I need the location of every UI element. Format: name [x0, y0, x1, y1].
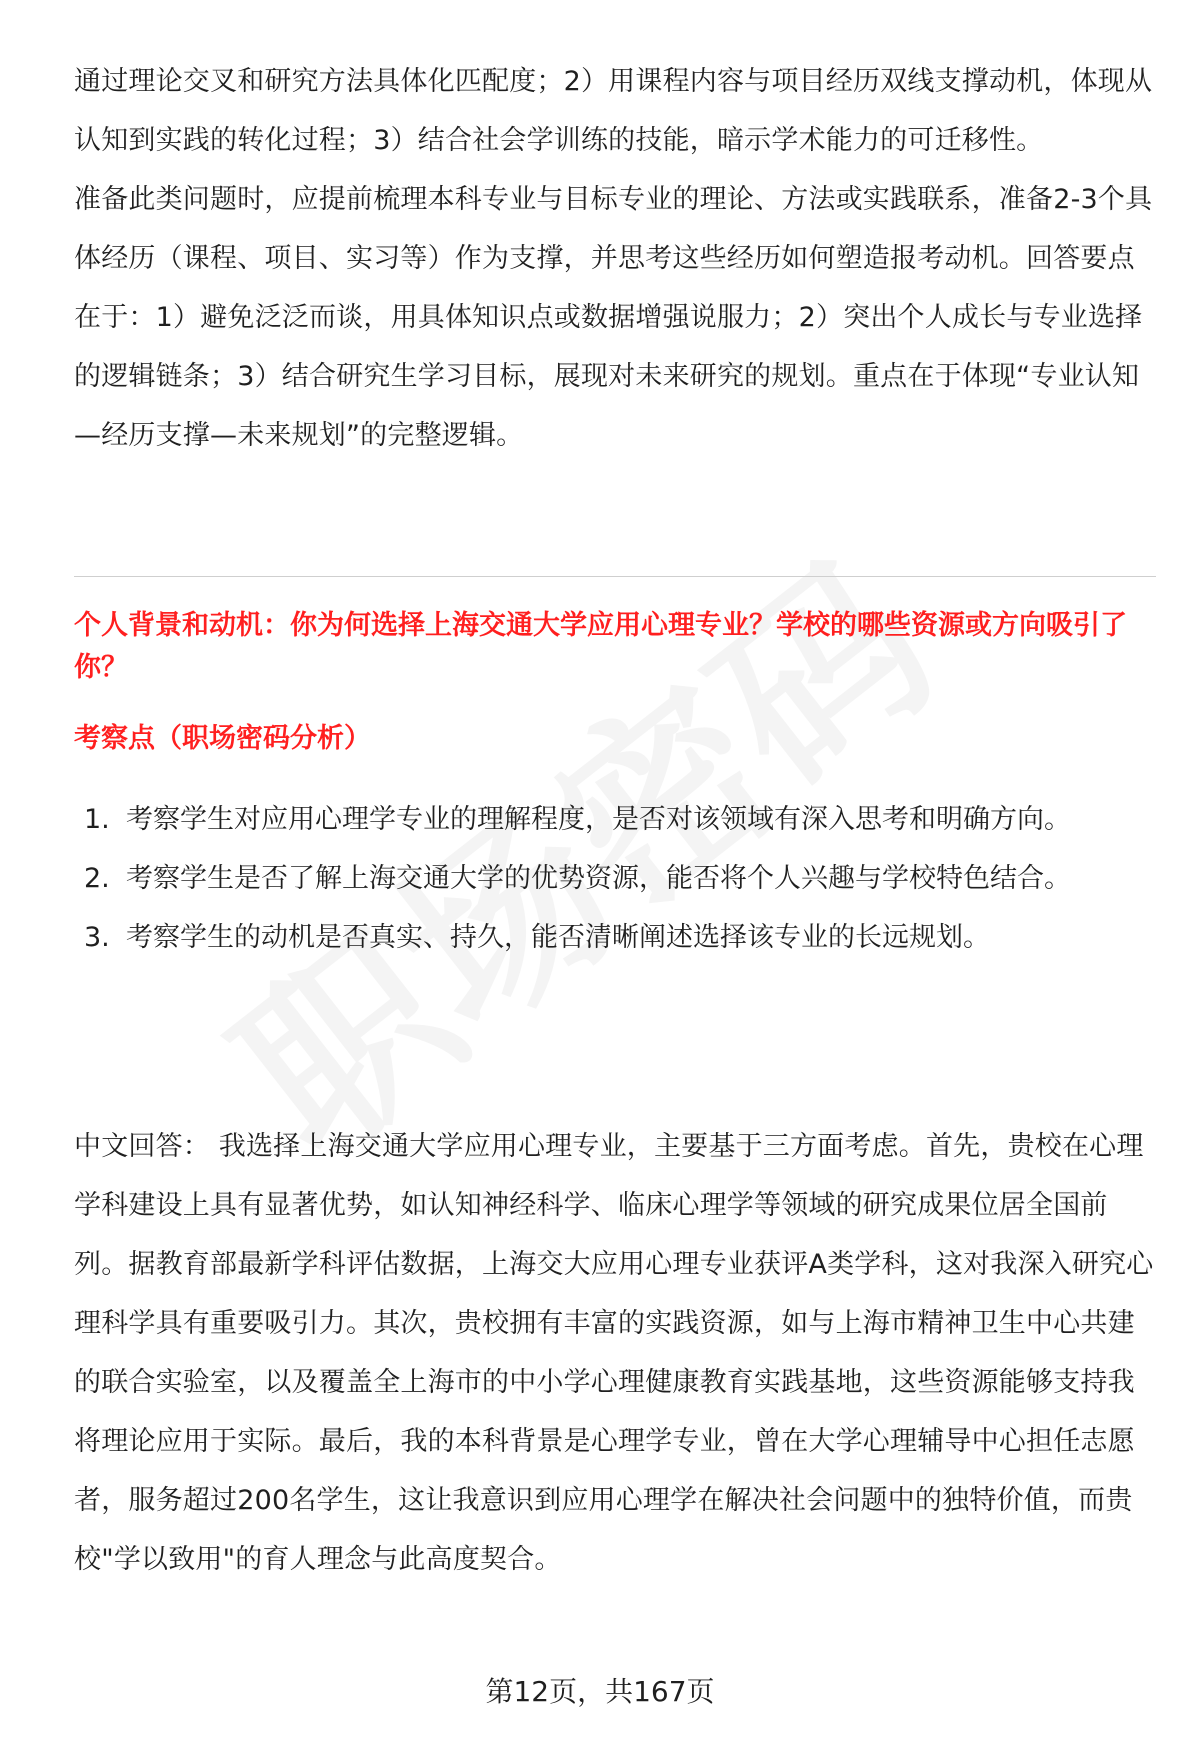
intro-paragraph-2: 准备此类问题时，应提前梳理本科专业与目标专业的理论、方法或实践联系，准备2-3个具体经历（课程、项目、实习等）作为支撑，并思考这些经历如何塑造报考动机。回答要点在于：1）避免泛泛而谈，用具体知识点或数据增强说服力；2）突出个人成长与专业选择的逻辑链条；3）结合研究生学习目标，展现对未来研究的规划。重点在于体现“专业认知—经历支撑—未来规划”的完整逻辑。: [74, 184, 1153, 451]
list-item-number: 2.: [84, 863, 110, 894]
list-item-number: 1.: [84, 804, 110, 835]
analysis-points-list: [74, 790, 1134, 967]
intro-paragraph-1: 通过理论交叉和研究方法具体化匹配度；2）用课程内容与项目经历双线支撑动机，体现从认知到实践的转化过程；3）结合社会学训练的技能，暗示学术能力的可迁移性。: [74, 66, 1153, 156]
list-item-text: 考察学生是否了解上海交通大学的优势资源，能否将个人兴趣与学校特色结合。: [126, 863, 1071, 894]
list-item: [74, 790, 1134, 849]
list-item-number: 3.: [84, 922, 110, 953]
answer-paragraph: 中文回答： 我选择上海交通大学应用心理专业，主要基于三方面考虑。首先，贵校在心理学科建设上具有显著优势，如认知神经科学、临床心理学等领域的研究成果位居全国前列。据教育部最新学科评估数据，上海交大应用心理专业获评A类学科，这对我深入研究心理科学具有重要吸引力。其次，贵校拥有丰富的实践资源，如与上海市精神卫生中心共建的联合实验室，以及覆盖全上海市的中小学心理健康教育实践基地，这些资源能够支持我将理论应用于实际。最后，我的本科背景是心理学专业，曾在大学心理辅导中心担任志愿者，服务超过200名学生，这让我意识到应用心理学在解决社会问题中的独特价值，而贵校"学以致用"的育人理念与此高度契合。: [74, 1131, 1154, 1575]
intro-section: [74, 52, 1156, 465]
section-divider: [74, 576, 1156, 577]
answer-section: [74, 1117, 1156, 1589]
list-item-text: 考察学生对应用心理学专业的理解程度，是否对该领域有深入思考和明确方向。: [126, 804, 1071, 835]
list-item-text: 考察学生的动机是否真实、持久，能否清晰阐述选择该专业的长远规划。: [126, 922, 990, 953]
list-item: [74, 908, 1134, 967]
analysis-subtitle: 考察点（职场密码分析）: [74, 723, 371, 754]
page-number: 第12页，共167页: [485, 1675, 715, 1708]
question-title: 个人背景和动机：你为何选择上海交通大学应用心理专业？学校的哪些资源或方向吸引了你？: [74, 610, 1127, 683]
list-item: [74, 849, 1134, 908]
